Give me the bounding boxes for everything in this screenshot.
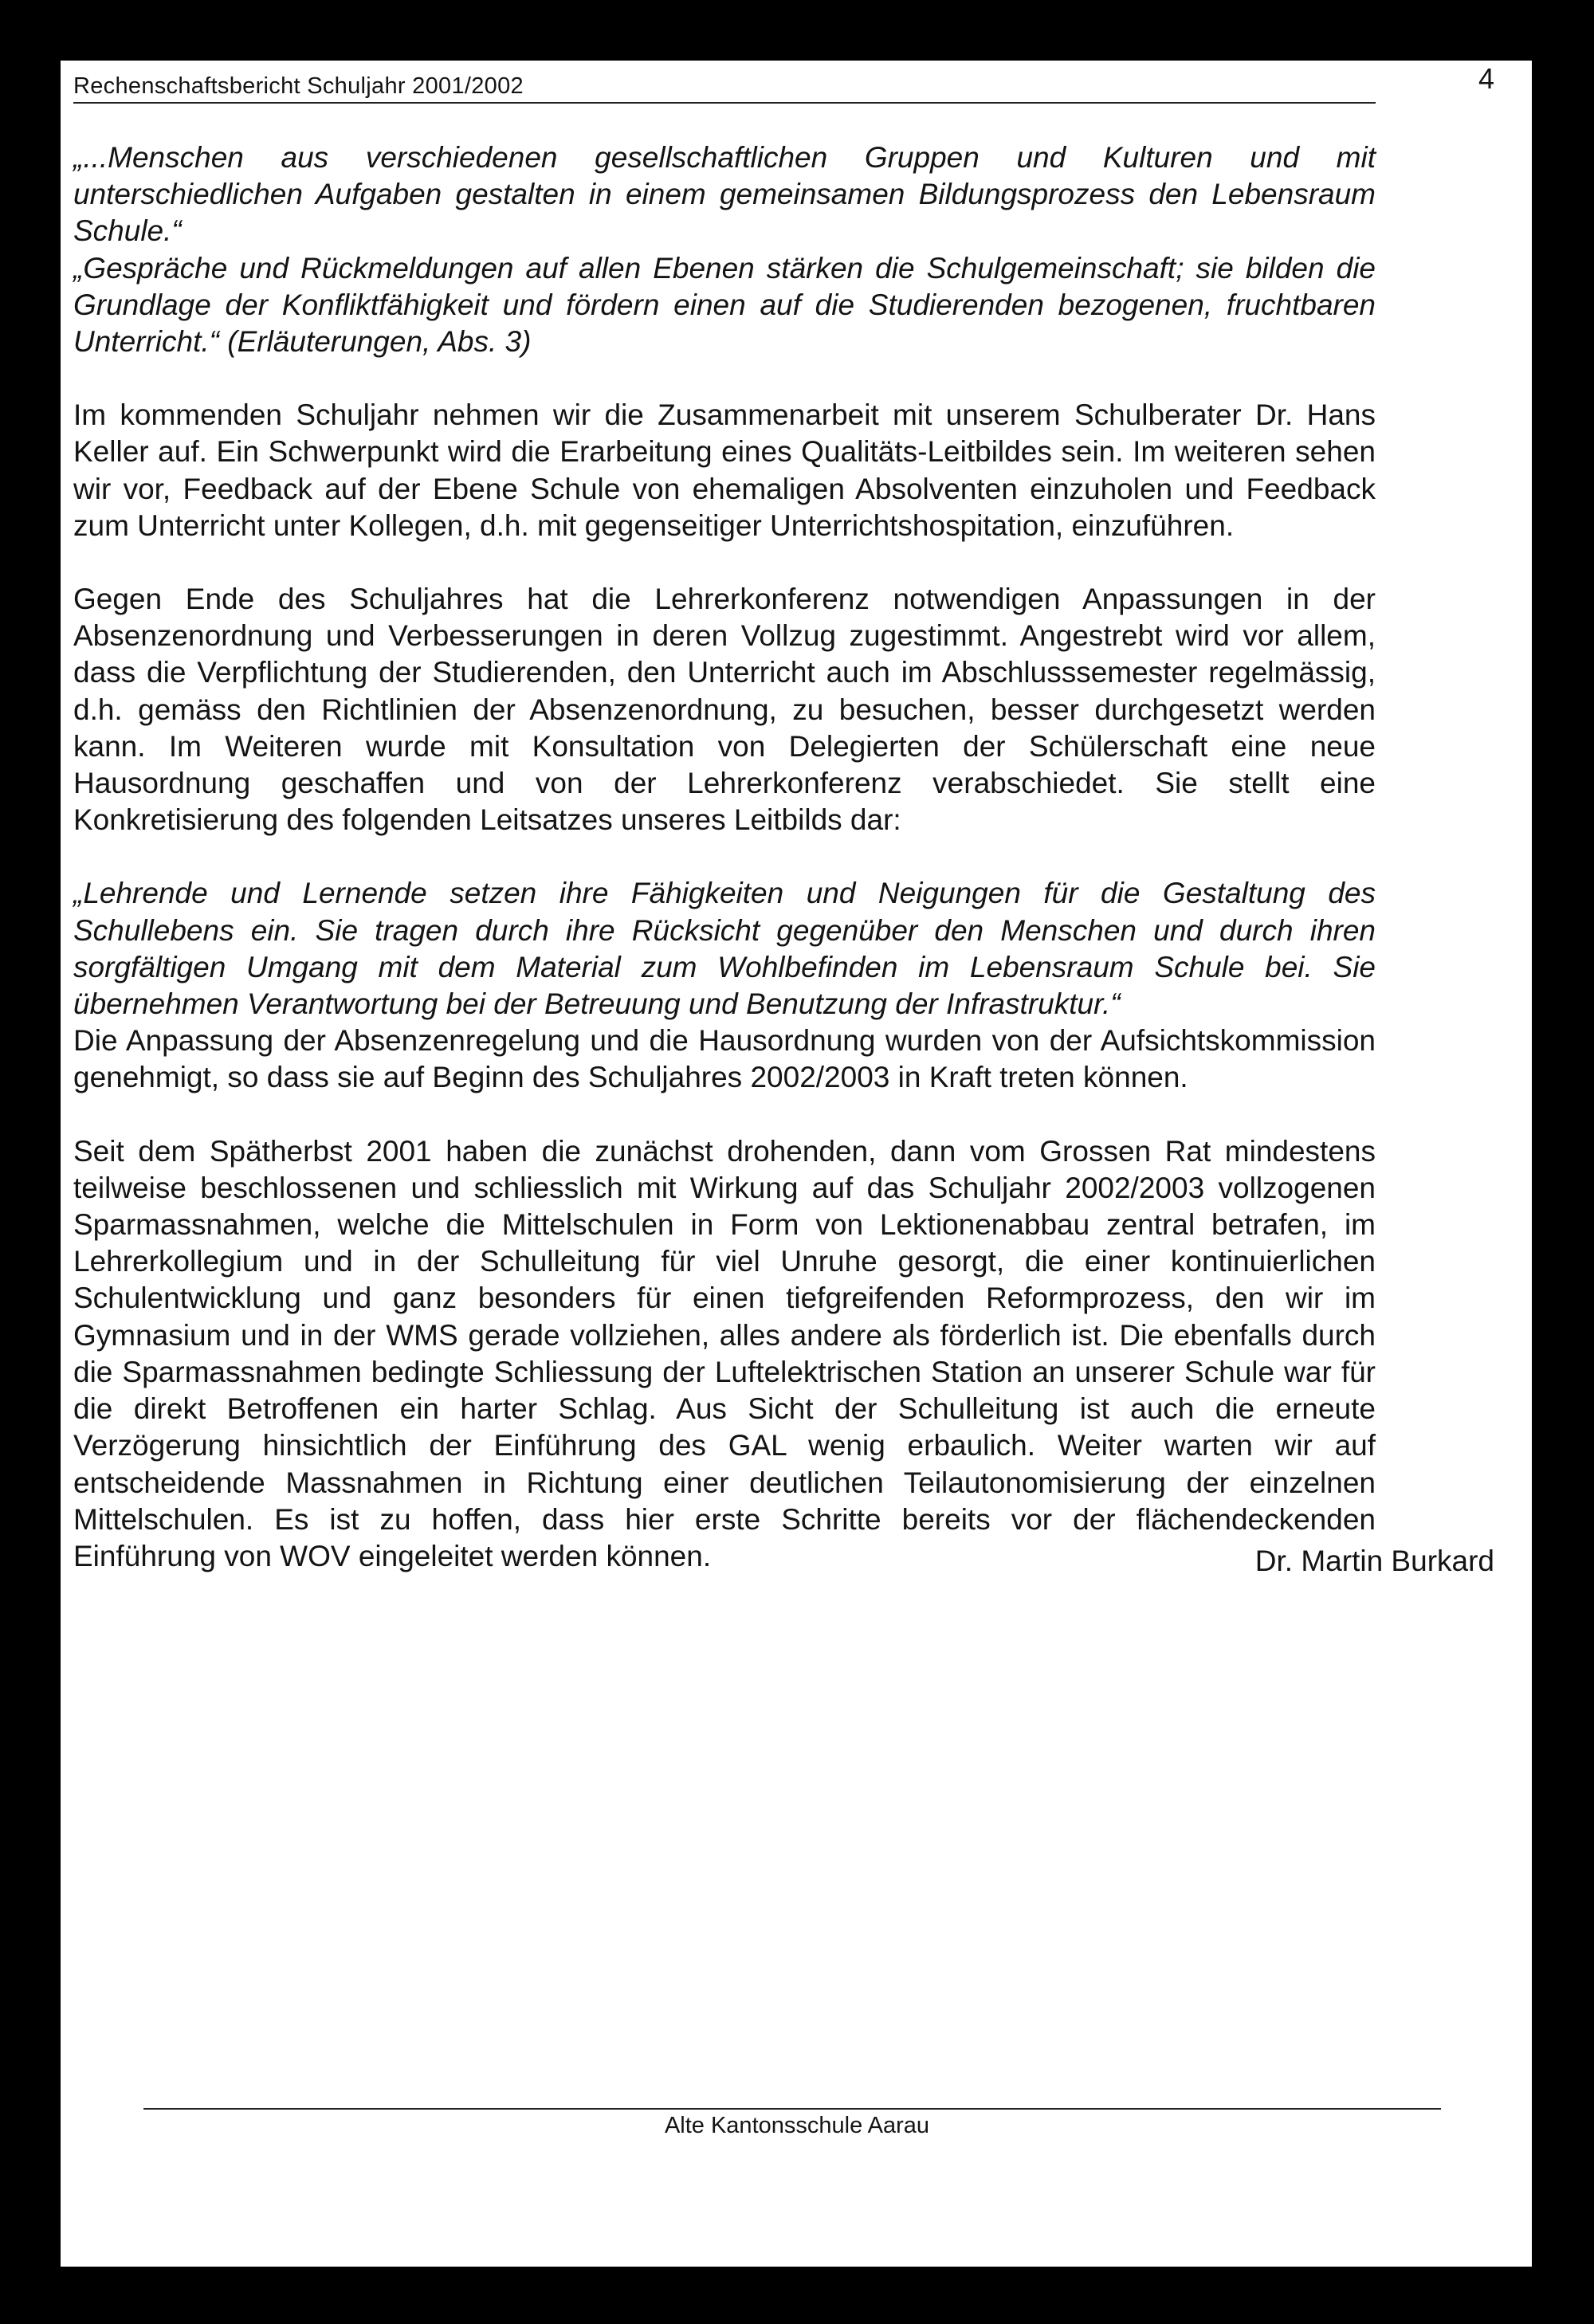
footer-divider	[143, 2108, 1441, 2110]
signature: Dr. Martin Burkard	[1254, 1545, 1494, 1577]
document-body	[73, 139, 1376, 1611]
body-paragraph: Die Anpassung der Absenzenregelung und die Hausordnung wurden von der Aufsichtskommission genehmigt, so dass sie auf Beginn des Schuljahres 2002/2003 in Kraft treten können.	[73, 1024, 1376, 1094]
header-title: Rechenschaftsbericht Schuljahr 2001/2002	[73, 73, 524, 99]
intro-quote	[73, 139, 1376, 360]
body-paragraph: Gegen Ende des Schuljahres hat die Lehrerkonferenz notwendigen Anpassungen in der Absenzenordnung und Verbesserungen in deren Vollzug zugestimmt. Angestrebt wird vor allem, dass die Verpflichtung der Studierenden, den Unterricht auch im Abschlusssemester regelmässig, d.h. gemäss den Richtlinien der Absenzenordnung, zu besuchen, besser durchgesetzt werden kann. Im Weiteren wurde mit Konsultation von Delegierten der Schülerschaft eine neue Hausordnung geschaffen und von der Lehrerkonferenz verabschiedet. Sie stellt eine Konkretisierung des folgenden Leitsatzes unseres Leitbilds dar:	[73, 583, 1376, 837]
punch-hole-icon	[0, 1391, 37, 1464]
footer-text: Alte Kantonsschule Aarau	[664, 2113, 930, 2138]
page-number: 4	[1478, 62, 1494, 95]
leitsatz-quote: „Lehrende und Lernende setzen ihre Fähigkeiten und Neigungen für die Gestaltung des Schullebens ein. Sie tragen durch ihre Rücksicht gegenüber den Menschen und durch ihren sorgfältigen Umgang mit dem Material zum Wohlbefinden im Lebensraum Schule bei. Sie übernehmen Verantwortung bei der Betreuung und Benutzung der Infrastruktur.“	[73, 877, 1376, 1021]
body-paragraph: Seit dem Spätherbst 2001 haben die zunächst drohenden, dann vom Grossen Rat mindestens teilweise beschlossenen und schliesslich mit Wirkung auf das Schuljahr 2002/2003 vollzogenen Sparmassnahmen, welche die Mittelschulen in Form von Lektionenabbau zentral betrafen, im Lehrerkollegium und in der Schulleitung für viel Unruhe gesorgt, die einer kontinuierlichen Schulentwicklung und ganz besonders für einen tiefgreifenden Reformprozess, den wir im Gymnasium und in der WMS gerade vollziehen, alles andere als förderlich ist. Die ebenfalls durch die Sparmassnahmen bedingte Schliessung der Luftelektrischen Station an unserer Schule war für die direkt Betroffenen ein harter Schlag. Aus Sicht der Schulleitung ist auch die erneute Verzögerung hinsichtlich der Einführung des GAL wenig erbaulich. Weiter warten wir auf entscheidende Massnahmen in Richtung einer deutlichen Teilautonomisierung der einzelnen Mittelschulen. Es ist zu hoffen, dass hier erste Schritte bereits vor der flächendeckenden Einführung von WOV eingeleitet werden können.	[73, 1134, 1376, 1572]
header-divider	[73, 102, 1376, 104]
quote-line: „Gespräche und Rückmeldungen auf allen Ebenen stärken die Schulgemeinschaft; sie bilden die Grundlage der Konfliktfähigkeit und fördern einen auf die Studierenden bezogenen, fruchtbaren Unterricht.“ (Erläuterungen, Abs. 3)	[73, 251, 1376, 359]
quote-line: „...Menschen aus verschiedenen gesellschaftlichen Gruppen und Kulturen und mit unterschiedlichen Aufgaben gestalten in einem gemeinsamen Bildungsprozess den Lebensraum Schule.“	[73, 141, 1376, 248]
punch-hole-icon	[0, 821, 37, 894]
body-paragraph: Im kommenden Schuljahr nehmen wir die Zusammenarbeit mit unserem Schulberater Dr. Hans Keller auf. Ein Schwerpunkt wird die Erarbeitung eines Qualitäts-Leitbildes sein. Im weiteren sehen wir vor, Feedback auf der Ebene Schule von ehemaligen Absolventen einzuholen und Feedback zum Unterricht unter Kollegen, d.h. mit gegenseitiger Unterrichtshospitation, einzuführen.	[73, 398, 1376, 542]
